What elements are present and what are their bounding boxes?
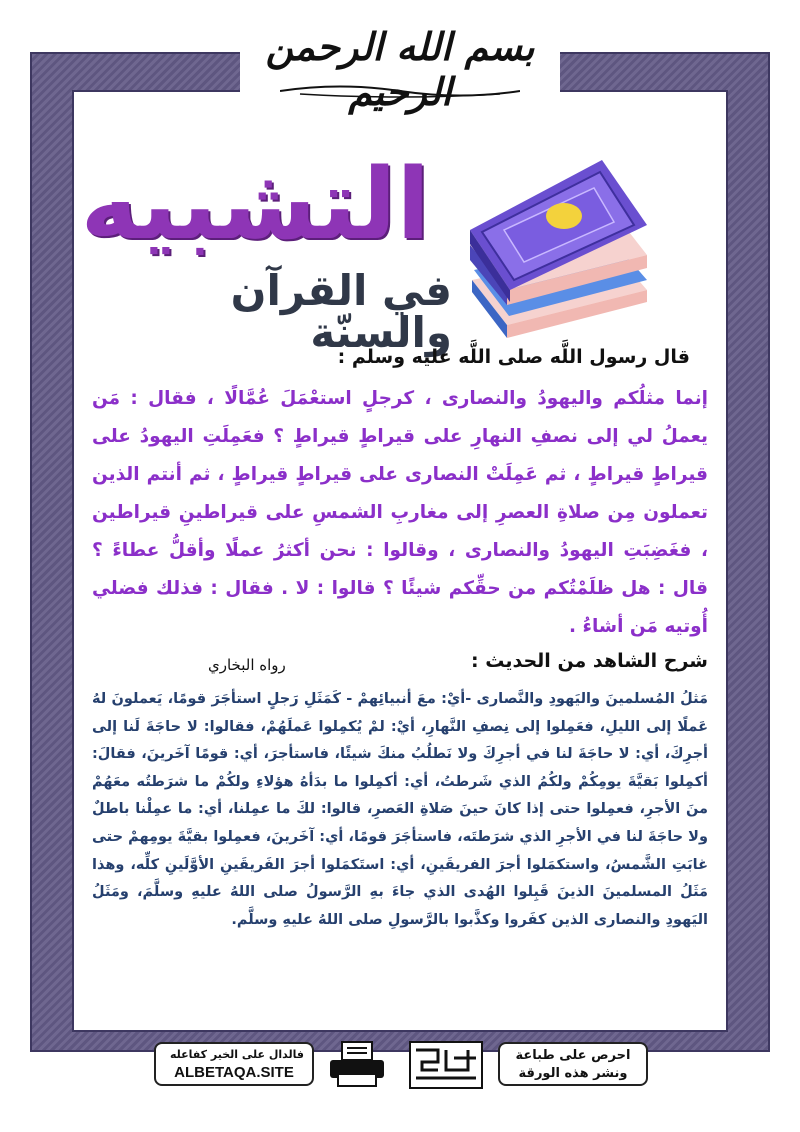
hadith-source: رواه البخاري xyxy=(208,656,286,674)
publisher-logo xyxy=(408,1040,484,1090)
print-notice-box xyxy=(498,1042,648,1086)
sharh-heading: شرح الشاهد من الحديث : xyxy=(471,650,708,672)
basmala-header xyxy=(240,6,560,114)
website-slogan: فالدال على الخير كفاعله xyxy=(169,1048,304,1061)
hadith-text: إنما مثلُكم واليهودُ والنصارى ، كرجلٍ استعْمَلَ عُمَّالًا ، فقال : مَن يعملُ لي إلى نصفِ النهارِ على قيراطٍ قيراطٍ ؟ فعَمِلَتِ اليهودُ على قيراطٍ قيراطٍ ، ثم عَمِلَتْ النصارى على قيراطٍ قيراطٍ ، ثم أنتم الذين تعملون مِن صلاةِ العصرِ إلى مغاربِ الشمسِ على قيراطينِ قيراطين ، فغَضِبَتِ اليهودُ والنصارى ، وقالوا : نحن أكثرُ عملًا وأقلُّ عطاءً ؟ قال : هل ظلَمْتُكم من حقِّكم شيئًا ؟ قالوا : لا . فقال : فذلك فضلي أُوتيه مَن أشاءُ . xyxy=(92,388,708,637)
footer-bar xyxy=(154,1040,648,1090)
printer-icon xyxy=(326,1040,392,1090)
print-notice-line2: ونشر هذه الورقة xyxy=(518,1066,628,1081)
hadith-intro: قال رسول اللَّه صلى اللَّه عليه وسلم : xyxy=(337,346,690,368)
sharh-text: مَثلُ المُسلمينَ واليَهودِ والنَّصارى -أيْ: معَ أنبيائِهمْ - كَمَثَلِ رَجلٍ استأجَرَ قومًا، يَعملونَ لهُ عَملًا إلى الليلِ، فعَمِلوا إلى نِصفِ النَّهارِ، أيْ: لمْ يُكمِلوا عَملَهُمْ، فقالوا: لا حاجَةَ لَنا إلى أجرِكَ، أي: لا حاجَةَ لنا في أجرِكَ ولا نَطلُبُ منكَ شيئًا، فاستأجرَ، أي: قومًا آخَرينَ، فقالَ: أكمِلوا بَقيَّةَ يومِكُمْ ولكُمُ الذي شَرطتُ، أي: أكمِلوا ما بدَأهُ هؤلاءِ ولكُمْ ما شرَطتُه معَهُمْ منَ الأجرِ، فعمِلوا حتى إذا كانَ حينَ صَلاةِ العَصرِ، قالوا: لكَ ما عمِلنا، أي: ما عمِلْنا باطلٌ ولا حاجَةَ لنا في الأجرِ الذي شرَطتَه، فاستأجَرَ قومًا، أي: آخَرينَ، فعمِلوا بقيَّةَ يومِهمْ حتى غابَتِ الشَّمسُ، واستكمَلوا أجرَ الفريقَينِ، أي: استَكمَلوا أجرَ الفَريقَينِ الأوَّلَينِ كلِّه، وهذا مَثَلُ المسلمينَ الذينَ قَبِلوا الهُدى الذي جاءَ بهِ الرَّسولُ صلى اللهُ عليهِ وسلَّمَ، ومَثَلُ اليَهودِ والنصارى الذين كفَروا وكذَّبوا بالرَّسولِ صلى اللهُ عليهِ وسلَّم. xyxy=(92,691,708,928)
print-notice-line1: احرص على طباعة xyxy=(515,1048,631,1063)
basmala-calligraphy: بسم الله الرحمن الرحيم xyxy=(265,24,535,114)
basmala-underline-ornament xyxy=(280,84,520,98)
website-box xyxy=(154,1042,314,1086)
website-link[interactable]: ALBETAQA.SITE xyxy=(174,1064,294,1081)
page-subtitle: في القرآن والسنّة xyxy=(230,266,452,357)
book-stack-icon xyxy=(462,140,652,340)
page-title: التشبيه xyxy=(80,148,430,262)
